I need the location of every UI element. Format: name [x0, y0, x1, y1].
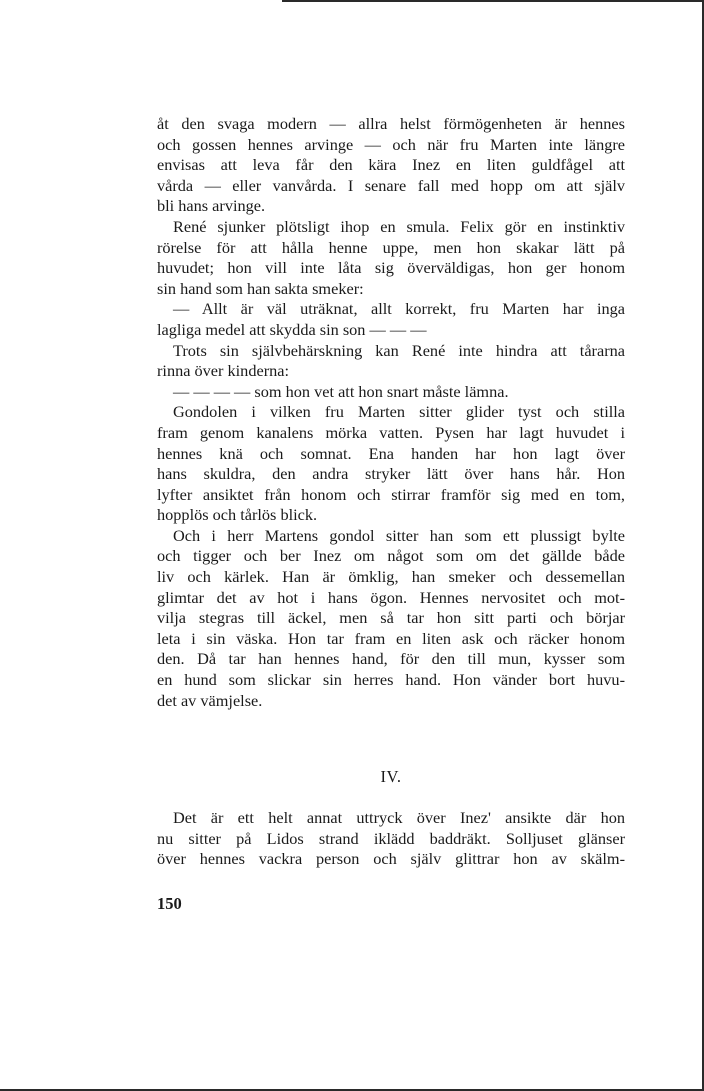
text-line: lagliga medel att skydda sin son — — — — [157, 319, 427, 339]
text-line: bli hans arvinge. — [157, 196, 266, 216]
text-line: en hund som slickar sin herres hand. Hon vänder bort huvu- — [157, 670, 625, 690]
section-4-body-text — [157, 808, 625, 870]
text-line: Det är ett helt annat uttryck över Inez' ansikte där hon — [173, 808, 625, 827]
text-line: huvudet; hon vill inte låta sig överväldigas, hon ger honom — [157, 258, 625, 278]
text-line: åt den svaga modern — allra helst förmögenheten är hennes — [157, 114, 625, 133]
text-line: — — — — som hon vet att hon snart måste lämna. — [173, 381, 509, 401]
text-line: lyfter ansiktet från honom och stirrar framför sig med en tom, — [157, 484, 625, 504]
text-line: och gossen hennes arvinge — och när fru Marten inte längre — [157, 134, 625, 154]
text-line: nu sitter på Lidos strand iklädd baddräkt. Solljuset glänser — [157, 828, 625, 848]
text-line: Trots sin självbehärskning kan René inte hindra att tårarna — [173, 340, 625, 360]
text-line: hopplös och tårlös blick. — [157, 505, 318, 525]
text-line: liv och kärlek. Han är ömklig, han smeker och dessemellan — [157, 567, 625, 587]
scan-edge-top — [282, 0, 704, 2]
page-number: 150 — [157, 894, 182, 913]
section-heading: IV. — [380, 767, 402, 786]
section-3-body-text — [157, 114, 625, 711]
text-line: rinna över kinderna: — [157, 361, 290, 381]
text-line: och tigger och ber Inez om något som om det gällde både — [157, 546, 625, 566]
text-line: — Allt är väl uträknat, allt korrekt, fru Marten har inga — [173, 299, 625, 319]
text-line: hans skuldra, den andra stryker lätt över hans hår. Hon — [157, 464, 625, 484]
text-line: leta i sin väska. Hon tar fram en liten ask och räcker honom — [157, 628, 625, 648]
text-line: vilja stegras till äckel, men så tar hon sitt parti och börjar — [157, 608, 625, 628]
text-line: det av vämjelse. — [157, 690, 263, 710]
text-line: vårda — eller vanvårda. I senare fall med hopp om att själv — [157, 175, 625, 195]
text-line: fram genom kanalens mörka vatten. Pysen har lagt huvudet i — [157, 422, 625, 442]
text-line: envisas att leva får den kära Inez en liten guldfågel att — [157, 155, 625, 175]
text-line: den. Då tar han hennes hand, för den till mun, kysser som — [157, 649, 625, 669]
text-line: rörelse för att hålla henne uppe, men hon skakar lätt på — [157, 237, 625, 257]
text-line: sin hand som han sakta smeker: — [157, 278, 364, 298]
text-line: glimtar det av hot i hans ögon. Hennes nervositet och mot- — [157, 587, 625, 607]
text-line: hennes knä och somnat. Ena handen har hon lagt över — [157, 443, 625, 463]
text-line: René sjunker plötsligt ihop en smula. Felix gör en instinktiv — [173, 216, 625, 236]
text-line: över hennes vackra person och själv glittrar hon av skälm- — [157, 849, 625, 869]
text-line: Gondolen i vilken fru Marten sitter glider tyst och stilla — [173, 402, 625, 422]
text-line: Och i herr Martens gondol sitter han som ett plussigt bylte — [173, 525, 625, 545]
